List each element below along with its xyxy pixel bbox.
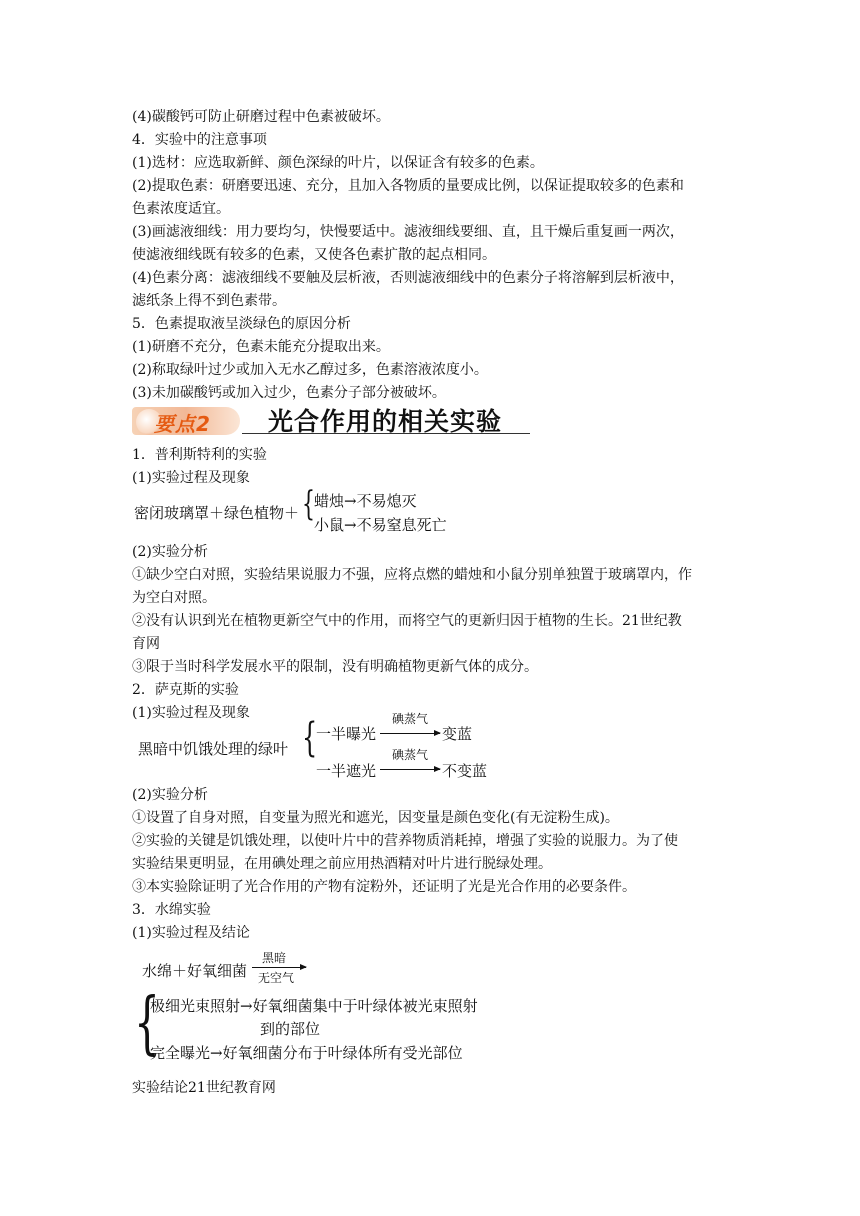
text-line: ②实验的关键是饥饿处理，以使叶片中的营养物质消耗掉，增强了实验的说服力。为了使 bbox=[132, 833, 678, 849]
text-line: (2)称取绿叶过少或加入无水乙醇过多，色素溶液浓度小。 bbox=[132, 362, 488, 378]
subheading: (1)实验过程及现象 bbox=[132, 470, 250, 486]
arrow-icon bbox=[380, 769, 440, 770]
branch-bottom-reagent: 碘蒸气 bbox=[392, 748, 429, 762]
text-line: (2)提取色素：研磨要迅速、充分，且加入各物质的量要成比例，以保证提取较多的色素和 bbox=[132, 178, 684, 194]
text-line: 色素浓度适宜。 bbox=[132, 201, 230, 217]
formula-branch-bottom: 小鼠→不易窒息死亡 bbox=[314, 516, 447, 534]
text-line: ②没有认识到光在植物更新空气中的作用，而将空气的更新归因于植物的生长。21世纪教 bbox=[132, 613, 682, 629]
formula-branch-top: 蜡烛→不易熄灭 bbox=[314, 492, 417, 510]
section-badge bbox=[132, 405, 242, 437]
section-title: 光合作用的相关实验 bbox=[268, 407, 503, 436]
text-line: ①设置了自身对照，自变量为照光和遮光，因变量是颜色变化(有无淀粉生成)。 bbox=[132, 810, 619, 826]
section-underline bbox=[242, 433, 530, 434]
text-line: 滤纸条上得不到色素带。 bbox=[132, 293, 286, 309]
text-line: 实验结果更明显，在用碘处理之前应用热酒精对叶片进行脱绿处理。 bbox=[132, 856, 552, 872]
branch-line: 完全曝光→好氧细菌分布于叶绿体所有受光部位 bbox=[150, 1044, 463, 1062]
text-line: 4．实验中的注意事项 bbox=[132, 132, 267, 148]
branch-bottom-label: 一半遮光 bbox=[316, 762, 377, 780]
text-line: (4)碳酸钙可防止研磨过程中色素被破坏。 bbox=[132, 109, 390, 125]
text-line: 为空白对照。 bbox=[132, 590, 216, 606]
branch-top-result: 变蓝 bbox=[442, 725, 473, 743]
subheading: (2)实验分析 bbox=[132, 544, 208, 560]
left-brace: { bbox=[302, 484, 315, 524]
arrow-icon bbox=[252, 967, 306, 968]
left-brace: { bbox=[302, 715, 318, 761]
text-line: (4)色素分离：滤液细线不要触及层析液，否则滤液细线中的色素分子将溶解到层析液中， bbox=[132, 270, 684, 286]
formula-left: 黑暗中饥饿处理的绿叶 bbox=[138, 740, 289, 758]
arrow-condition-bottom: 无空气 bbox=[258, 971, 295, 985]
text-line: (3)画滤液细线：用力要均匀，快慢要适中。滤液细线要细、直，且干燥后重复画一两次， bbox=[132, 224, 684, 240]
text-line: ③限于当时科学发展水平的限制，没有明确植物更新气体的成分。 bbox=[132, 659, 538, 675]
text-line: 育网 bbox=[132, 636, 160, 652]
text-line: (3)未加碳酸钙或加入过少，色素分子部分被破坏。 bbox=[132, 385, 446, 401]
heading-spirogyra: 3．水绵实验 bbox=[132, 902, 211, 918]
branch-line: 极细光束照射→好氧细菌集中于叶绿体被光束照射 bbox=[150, 997, 478, 1015]
text-line: ①缺少空白对照，实验结果说服力不强，应将点燃的蜡烛和小鼠分别单独置于玻璃罩内，作 bbox=[132, 567, 692, 583]
formula-left: 密闭玻璃罩＋绿色植物＋ bbox=[134, 504, 300, 522]
formula-left: 水绵＋好氧细菌 bbox=[142, 962, 248, 980]
branch-top-reagent: 碘蒸气 bbox=[392, 712, 429, 726]
text-line: 5．色素提取液呈淡绿色的原因分析 bbox=[132, 316, 351, 332]
subheading: (2)实验分析 bbox=[132, 787, 208, 803]
text-line: 使滤液细线既有较多的色素，又使各色素扩散的起点相同。 bbox=[132, 247, 496, 263]
conclusion-line: 实验结论21世纪教育网 bbox=[132, 1080, 276, 1096]
subheading: (1)实验过程及现象 bbox=[132, 705, 250, 721]
left-brace: { bbox=[134, 984, 160, 1063]
text-line: ③本实验除证明了光合作用的产物有淀粉外，还证明了光是光合作用的必要条件。 bbox=[132, 879, 636, 895]
branch-line-continued: 到的部位 bbox=[260, 1020, 321, 1038]
arrow-condition-top: 黑暗 bbox=[262, 951, 287, 965]
heading-sachs: 2．萨克斯的实验 bbox=[132, 682, 239, 698]
text-line: (1)选材：应选取新鲜、颜色深绿的叶片，以保证含有较多的色素。 bbox=[132, 155, 544, 171]
heading-priestley: 1．普利斯特利的实验 bbox=[132, 447, 267, 463]
text-line: (1)研磨不充分，色素未能充分提取出来。 bbox=[132, 339, 390, 355]
branch-top-label: 一半曝光 bbox=[316, 725, 377, 743]
subheading: (1)实验过程及结论 bbox=[132, 925, 250, 941]
badge-label: 要点2 bbox=[154, 412, 211, 436]
branch-bottom-result: 不变蓝 bbox=[442, 762, 488, 780]
arrow-icon bbox=[380, 733, 440, 734]
